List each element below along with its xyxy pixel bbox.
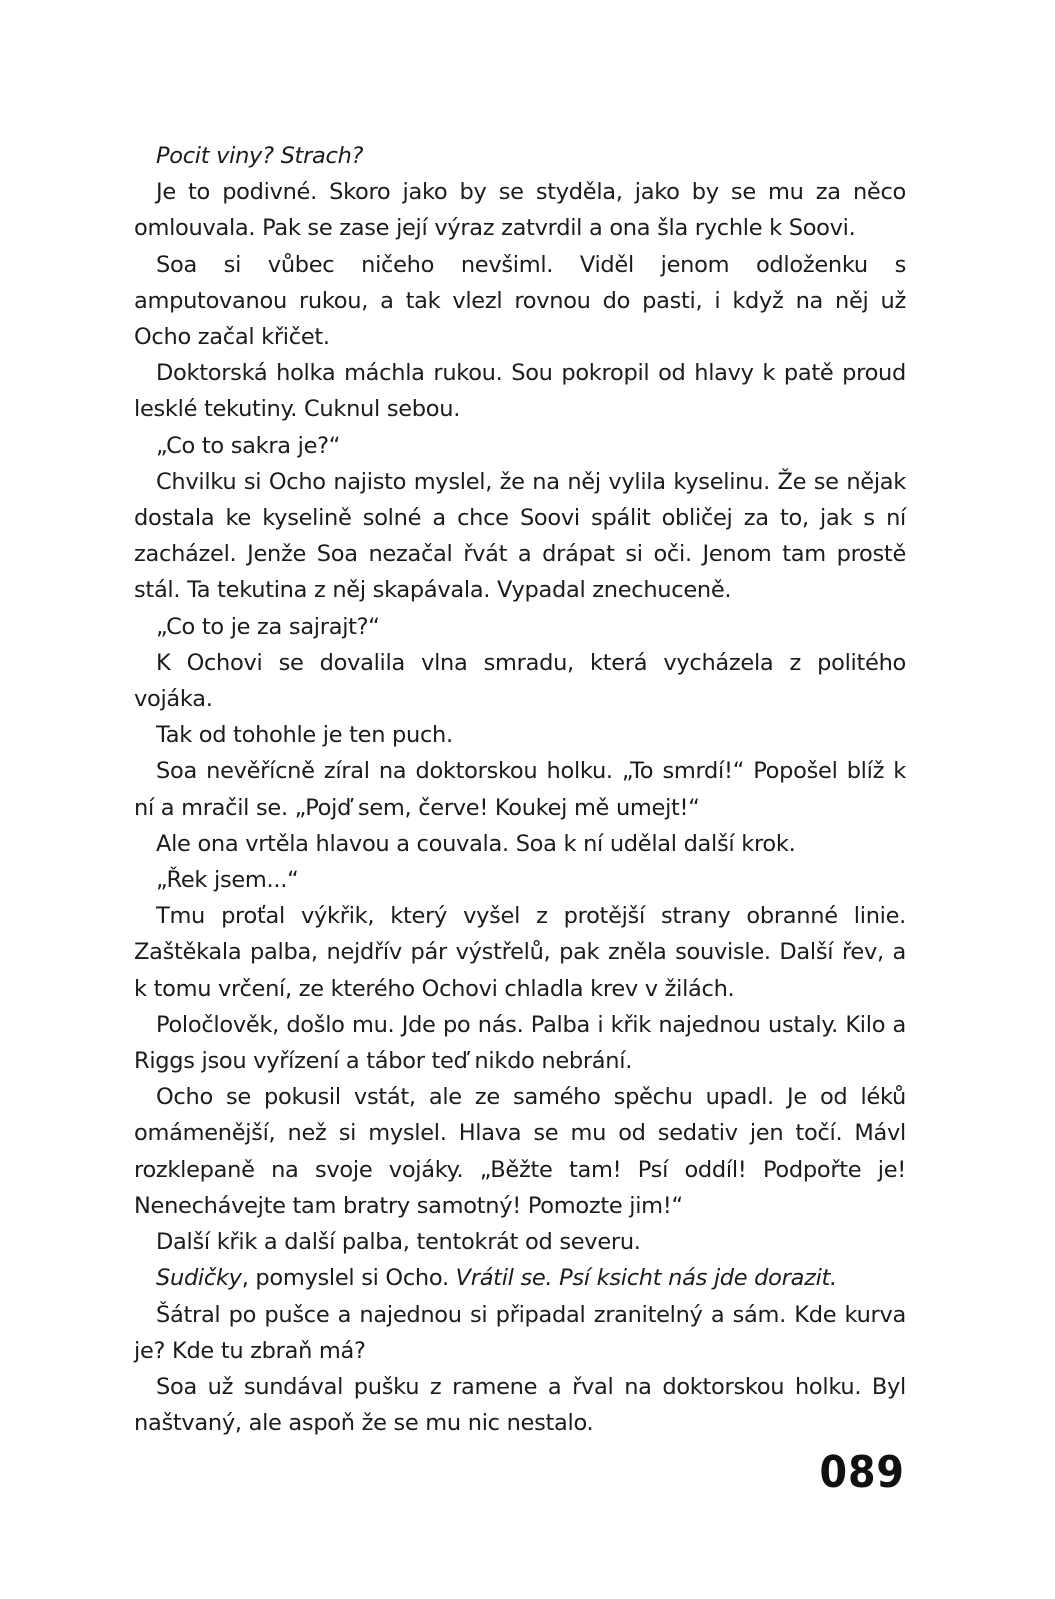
paragraph: Je to podivné. Skoro jako by se styděla, jako by se mu za něco omlouvala. Pak se zase její výraz zatvrdil a ona šla rychle k Soovi. xyxy=(134,179,906,242)
paragraph: Chvilku si Ocho najisto myslel, že na něj vylila kyselinu. Že se nějak dostala ke kyselině solné a chce Soovi spálit obličej za to, jak s ní zacházel. Jenže Soa nezačal řvát a drápat si oči. Jenom tam prostě stál. Ta tekutina z něj skapávala. Vypadal znechuceně. xyxy=(134,468,906,604)
body-text xyxy=(134,138,906,1441)
paragraph: K Ochovi se dovalila vlna smradu, která vycházela z politého vojáka. xyxy=(134,649,906,713)
paragraph: Soa si vůbec ničeho nevšiml. Viděl jenom odloženku s amputovanou rukou, a tak vlezl rovnou do pasti, i když na něj už Ocho začal křičet. xyxy=(134,251,906,351)
page-number: 089 xyxy=(819,1447,905,1498)
paragraph: Soa nevěřícně zíral na doktorskou holku. „To smrdí!“ Popošel blíž k ní a mračil se. „Pojď sem, červe! Koukej mě umejt!“ xyxy=(134,758,906,821)
paragraph: Tmu proťal výkřik, který vyšel z protější strany obranné linie. Zaštěkala palba, nejdřív pár výstřelů, pak zněla souvisle. Další řev, a k tomu vrčení, ze kterého Ochovi chladla krev v žilách. xyxy=(134,903,906,1002)
paragraph: Pocit viny? Strach? xyxy=(156,143,364,169)
paragraph: Ocho se pokusil vstát, ale ze samého spěchu upadl. Je od léků omámenější, než si myslel. Hlava se mu od sedativ jen točí. Mávl rozklepaně na svoje vojáky. „Běžte tam! Psí oddíl! Podpořte je! Nenechávejte tam bratry samotný! Pomozte jim!“ xyxy=(134,1084,906,1219)
paragraph: „Řek jsem...“ xyxy=(156,867,299,894)
paragraph: Ale ona vrtěla hlavou a couvala. Soa k ní udělal další krok. xyxy=(156,830,796,857)
paragraph: Poločlověk, došlo mu. Jde po nás. Palba i křik najednou ustaly. Kilo a Riggs jsou vyřízení a tábor teď nikdo nebrání. xyxy=(134,1011,906,1075)
italic-span: Vrátil se. Psí ksicht nás jde dorazit. xyxy=(455,1265,837,1292)
paragraph: Soa už sundával pušku z ramene a řval na doktorskou holku. Byl naštvaný, ale aspoň že se mu nic nestalo. xyxy=(134,1373,906,1437)
paragraph: „Co to je za sajrajt?“ xyxy=(156,613,380,640)
paragraph: „Co to sakra je?“ xyxy=(156,432,341,459)
paragraph: Šátral po pušce a najednou si připadal zranitelný a sám. Kde kurva je? Kde tu zbraň má? xyxy=(134,1301,906,1364)
italic-span: Sudičky xyxy=(156,1265,242,1292)
paragraph: Doktorská holka máchla rukou. Sou pokropil od hlavy k patě proud lesklé tekutiny. Cuknul sebou. xyxy=(134,360,906,423)
paragraph: Další křik a další palba, tentokrát od severu. xyxy=(156,1229,641,1256)
plain-span: , pomyslel si Ocho. xyxy=(241,1265,456,1292)
paragraph xyxy=(134,1260,906,1296)
paragraph: Tak od tohohle je ten puch. xyxy=(156,722,453,749)
